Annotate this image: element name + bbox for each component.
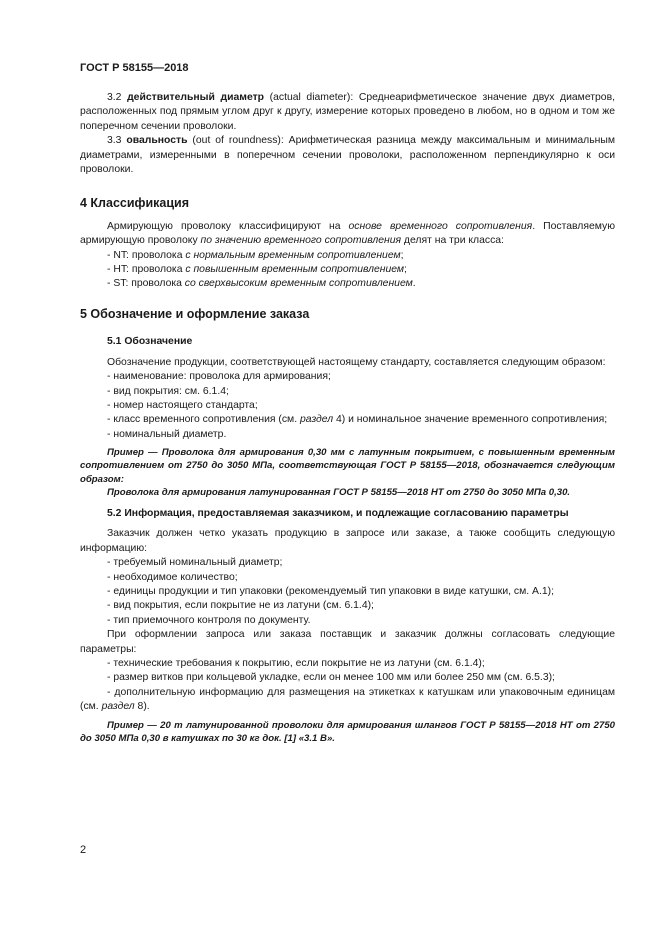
list-item: - вид покрытия: см. 6.1.4; xyxy=(107,385,229,397)
list-item xyxy=(80,249,615,263)
definition-number: 3.3 xyxy=(107,135,122,147)
example-5-1 xyxy=(80,446,615,486)
definition-text: (out of roundness): Арифметическая разница между максимальным и минимальным диаметрами, измеренными в поперечном сечении проволоки, расположенном перпендикулярно к оси проволоки. xyxy=(80,135,615,176)
text-run: ; xyxy=(404,264,407,276)
text-run: . xyxy=(412,278,416,290)
definition-number: 3.2 xyxy=(107,92,122,103)
standard-header: ГОСТ Р 58155—2018 xyxy=(80,62,189,74)
list-item: - необходимое количество; xyxy=(107,571,238,583)
section-5-title: 5 Обозначение и оформление заказа xyxy=(80,306,310,321)
text-run-italic: со сверхвысоким временным сопротивлением xyxy=(184,278,413,290)
list-item: - наименование: проволока для армирования; xyxy=(107,371,331,383)
document-body xyxy=(80,91,615,745)
text-run: делят на три класса: xyxy=(401,235,504,247)
list-item: - требуемый номинальный диаметр; xyxy=(107,557,283,569)
text-run: ; xyxy=(400,249,404,261)
list-item: - вид покрытия, если покрытие не из латуни (см. 6.1.4); xyxy=(107,600,374,612)
subsection-5-2-title: 5.2 Информация, предоставляемая заказчиком, и подлежащие согласованию параметры xyxy=(107,507,569,519)
text-run: 4) и номинальное значение временного сопротивления; xyxy=(333,414,608,426)
subsection-5-1-intro: Обозначение продукции, соответствующей настоящему стандарту, составляется следующим образом: xyxy=(107,356,606,368)
subsection-5-2-intro: Заказчик должен четко указать продукцию в запросе или заказе, а также сообщить следующую информацию: xyxy=(80,528,615,554)
list-item: - размер витков при кольцевой укладке, если он менее 100 мм или более 250 мм (см. 6.5.3); xyxy=(107,672,555,684)
definition-term: овальность xyxy=(126,135,188,147)
text-run: - HT: проволока xyxy=(107,264,186,276)
text-run-italic: с повышенным временным сопротивлением xyxy=(185,264,405,276)
subsection-5-2-intro-2: При оформлении запроса или заказа поставщик и заказчик должны согласовать следующие параметры: xyxy=(80,629,615,655)
section-4-paragraph xyxy=(80,220,615,249)
text-run-italic: основе временного сопротивления xyxy=(348,220,533,232)
text-run-italic: раздел xyxy=(299,414,334,426)
text-run: . Поставляемую армирующую проволоку xyxy=(80,220,616,247)
text-run: - NT: проволока xyxy=(107,249,186,261)
list-item: - единицы продукции и тип упаковки (рекомендуемый тип упаковки в виде катушки, см. А.1); xyxy=(107,585,554,597)
list-item: - тип приемочного контроля по документу. xyxy=(107,614,311,626)
definition-3-3 xyxy=(80,134,615,177)
list-item xyxy=(80,686,615,715)
page-number: 2 xyxy=(80,844,87,856)
list-item xyxy=(80,413,615,427)
list-item: - номинальный диаметр. xyxy=(107,428,227,440)
text-run-italic: с нормальным временным сопротивлением xyxy=(185,249,401,261)
example-label: Пример xyxy=(107,719,144,731)
subsection-5-1-title: 5.1 Обозначение xyxy=(107,336,193,348)
text-run: - дополнительную информацию для размещения на этикетках к катушкам или упаковочным единицам (см. xyxy=(80,686,615,713)
text-run: 8). xyxy=(134,701,150,713)
list-item xyxy=(80,277,615,291)
section-4-title: 4 Классификация xyxy=(80,196,190,211)
example-5-1-designation: Проволока для армирования латунированная ГОСТ Р 58155—2018 HT от 2750 до 3050 МПа 0,30. xyxy=(107,486,571,498)
list-item: - технические требования к покрытию, если покрытие не из латуни (см. 6.1.4); xyxy=(107,658,485,669)
text-run: - класс временного сопротивления (см. xyxy=(107,414,300,426)
example-5-2 xyxy=(80,719,615,745)
example-text: — Проволока для армирования 0,30 мм с латунным покрытием, с повышенным временным сопротивлением от 2750 до 3050 МПа, соответствующая ГОСТ Р 58155—2018, обозначается следующим образом: xyxy=(80,447,615,485)
text-run: - ST: проволока xyxy=(107,278,185,290)
list-item: - номер настоящего стандарта; xyxy=(107,399,258,411)
text-run: Армирующую проволоку классифицируют на xyxy=(107,220,349,232)
definition-term: действительный диаметр xyxy=(127,92,265,103)
text-run-italic: раздел xyxy=(101,701,135,713)
example-text: — 20 т латунированной проволоки для армирования шлангов ГОСТ Р 58155—2018 HT от 2750 до 3050 МПа 0,30 в катушках по 30 кг док. [1] «3.1 В». xyxy=(80,719,615,744)
definition-3-2 xyxy=(80,91,615,134)
list-item xyxy=(80,263,615,277)
text-run-italic: по значению временного сопротивления xyxy=(200,235,402,247)
definition-text: (actual diameter): Среднеарифметическое значение двух диаметров, расположенных под прямым углом друг к другу, измерение которых проведено в любом, но в одном и том же поперечном сечении проволоки. xyxy=(80,92,615,132)
example-label: Пример xyxy=(107,447,144,459)
